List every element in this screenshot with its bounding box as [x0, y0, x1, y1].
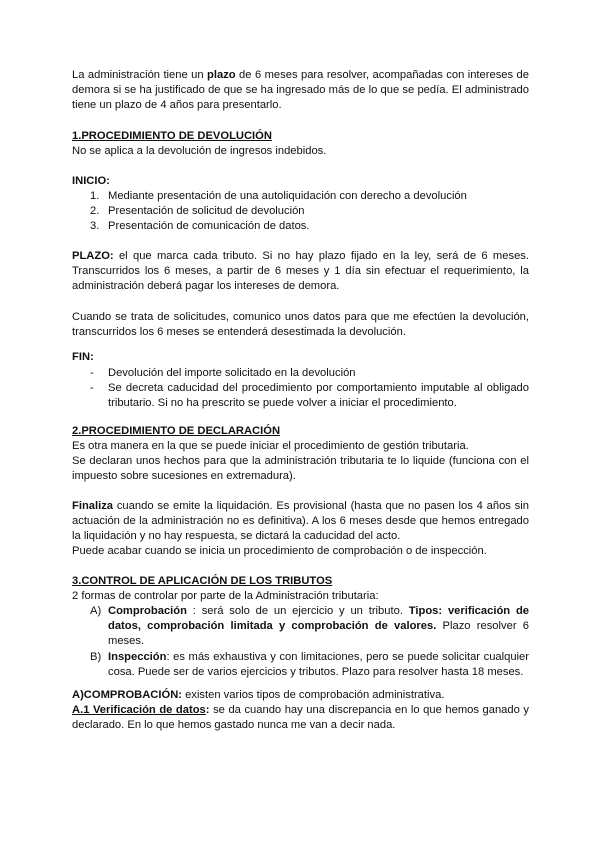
inspeccion-bold: Inspección: [108, 650, 167, 663]
intro-plazo-bold: plazo: [207, 69, 236, 81]
list-letter: B): [90, 650, 102, 663]
list-item: [72, 204, 529, 219]
list-number: 2.: [90, 205, 100, 218]
section-1-note: No se aplica a la devolución de ingresos indebidos.: [72, 145, 327, 157]
comprobacion-bold: Comprobación: [108, 605, 187, 617]
plazo-text: el que marca cada tributo. Si no hay plazo fijado en la ley, será de 6 meses. Transcurridos los 6 meses, a partir de 6 meses y 1 día sin efectuar el requerimiento, la administración deberá pagar los intereses de demora.: [72, 250, 529, 293]
list-number: 3.: [90, 220, 100, 233]
list-item-text: Presentación de solicitud de devolución: [108, 205, 305, 218]
verificacion-colon: :: [205, 704, 210, 716]
list-item-text: Se decreta caducidad del procedimiento por comportamiento imputable al obligado tributario. Si no ha prescrito se puede volver a iniciar el procedimiento.: [108, 382, 529, 410]
verificacion-label: A.1 Verificación de datos: [72, 704, 206, 716]
section-2-title: 2.PROCEDIMIENTO DE DECLARACIÓN: [72, 425, 281, 437]
list-item: [72, 381, 529, 411]
verificacion-text: se da cuando hay una discrepancia en lo que hemos ganado y declarado. En lo que hemos gastado nunca me van a decir nada.: [72, 704, 529, 732]
acabar-paragraph: Puede acabar cuando se inicia un procedimiento de comprobación o de inspección.: [72, 545, 487, 557]
comprobacion-plazo: Plazo resolver 6 meses.: [108, 620, 529, 648]
comprobacion-tipos: Tipos: verificación de datos, comprobación limitada y comprobación de valores.: [108, 605, 530, 633]
verificacion-paragraph: [72, 703, 529, 733]
intro-text: La administración tiene un: [72, 69, 208, 81]
section-3-title: 3.CONTROL DE APLICACIÓN DE LOS TRIBUTOS: [72, 575, 333, 587]
list-item-text: Mediante presentación de una autoliquidación con derecho a devolución: [108, 190, 467, 202]
solicitudes-paragraph: Cuando se trata de solicitudes, comunico unos datos para que me efectúen la devolución, transcurridos los 6 meses se entenderá desestimada la devolución.: [72, 311, 529, 339]
plazo-paragraph: [72, 249, 529, 295]
inspeccion-text: : es más exhaustiva y con limitaciones, pero se puede solicitar cualquier cosa. Puede ser de varios ejercicios y tributos. Plazo para resolver hasta 18 meses.: [108, 650, 529, 678]
fin-label: FIN:: [72, 351, 94, 363]
list-number: 1.: [90, 190, 100, 202]
list-item-comprobacion: [72, 604, 529, 650]
intro-text-rest: de 6 meses para resolver, acompañadas con intereses de demora si se ha justificado de que se ha ingresado más de lo que se pedía. El administrado tiene un plazo de 4 años para presentarlo.: [72, 69, 529, 112]
list-letter: A): [90, 605, 102, 617]
list-dash: -: [90, 382, 94, 395]
comprobacion-label: A)COMPROBACIÓN:: [72, 689, 183, 701]
comprobacion-text: : será solo de un ejercicio y un tributo.: [186, 605, 409, 617]
comprobacion-paragraph: [72, 688, 529, 703]
section-3-intro: 2 formas de controlar por parte de la Administración tributaria:: [72, 590, 379, 602]
section-2-line1: Es otra manera en la que se puede iniciar el procedimiento de gestión tributaria.: [72, 440, 469, 452]
inicio-label: INICIO:: [72, 175, 110, 187]
list-item: [72, 189, 529, 204]
plazo-label: PLAZO:: [72, 250, 114, 262]
section-1-title: 1.PROCEDIMIENTO DE DEVOLUCIÓN: [72, 130, 272, 142]
section-2-line2: Se declaran unos hechos para que la administración tributaria te lo liquide (funciona con el impuesto sobre sucesiones en extremadura).: [72, 455, 529, 483]
finaliza-bold: Finaliza: [72, 500, 114, 512]
inicio-list: [72, 189, 529, 235]
list-item-text: Presentación de comunicación de datos.: [108, 220, 310, 233]
fin-list: [72, 366, 529, 412]
list-item-text: Devolución del importe solicitado en la devolución: [108, 367, 356, 379]
list-item: [72, 366, 529, 381]
control-list: [72, 604, 529, 680]
finaliza-paragraph: [72, 499, 529, 545]
list-item-inspeccion: [72, 650, 529, 680]
intro-paragraph: [72, 68, 529, 114]
finaliza-text: cuando se emite la liquidación. Es provisional (hasta que no pasen los 4 años sin actuación de la administración no es definitiva). A los 6 meses desde que hemos entregado la liquidación y no hay respuesta, se dictará la caducidad del acto.: [72, 500, 529, 543]
list-dash: -: [90, 367, 94, 379]
comprobacion-intro-text: existen varios tipos de comprobación administrativa.: [182, 689, 445, 701]
list-item: [72, 219, 529, 234]
